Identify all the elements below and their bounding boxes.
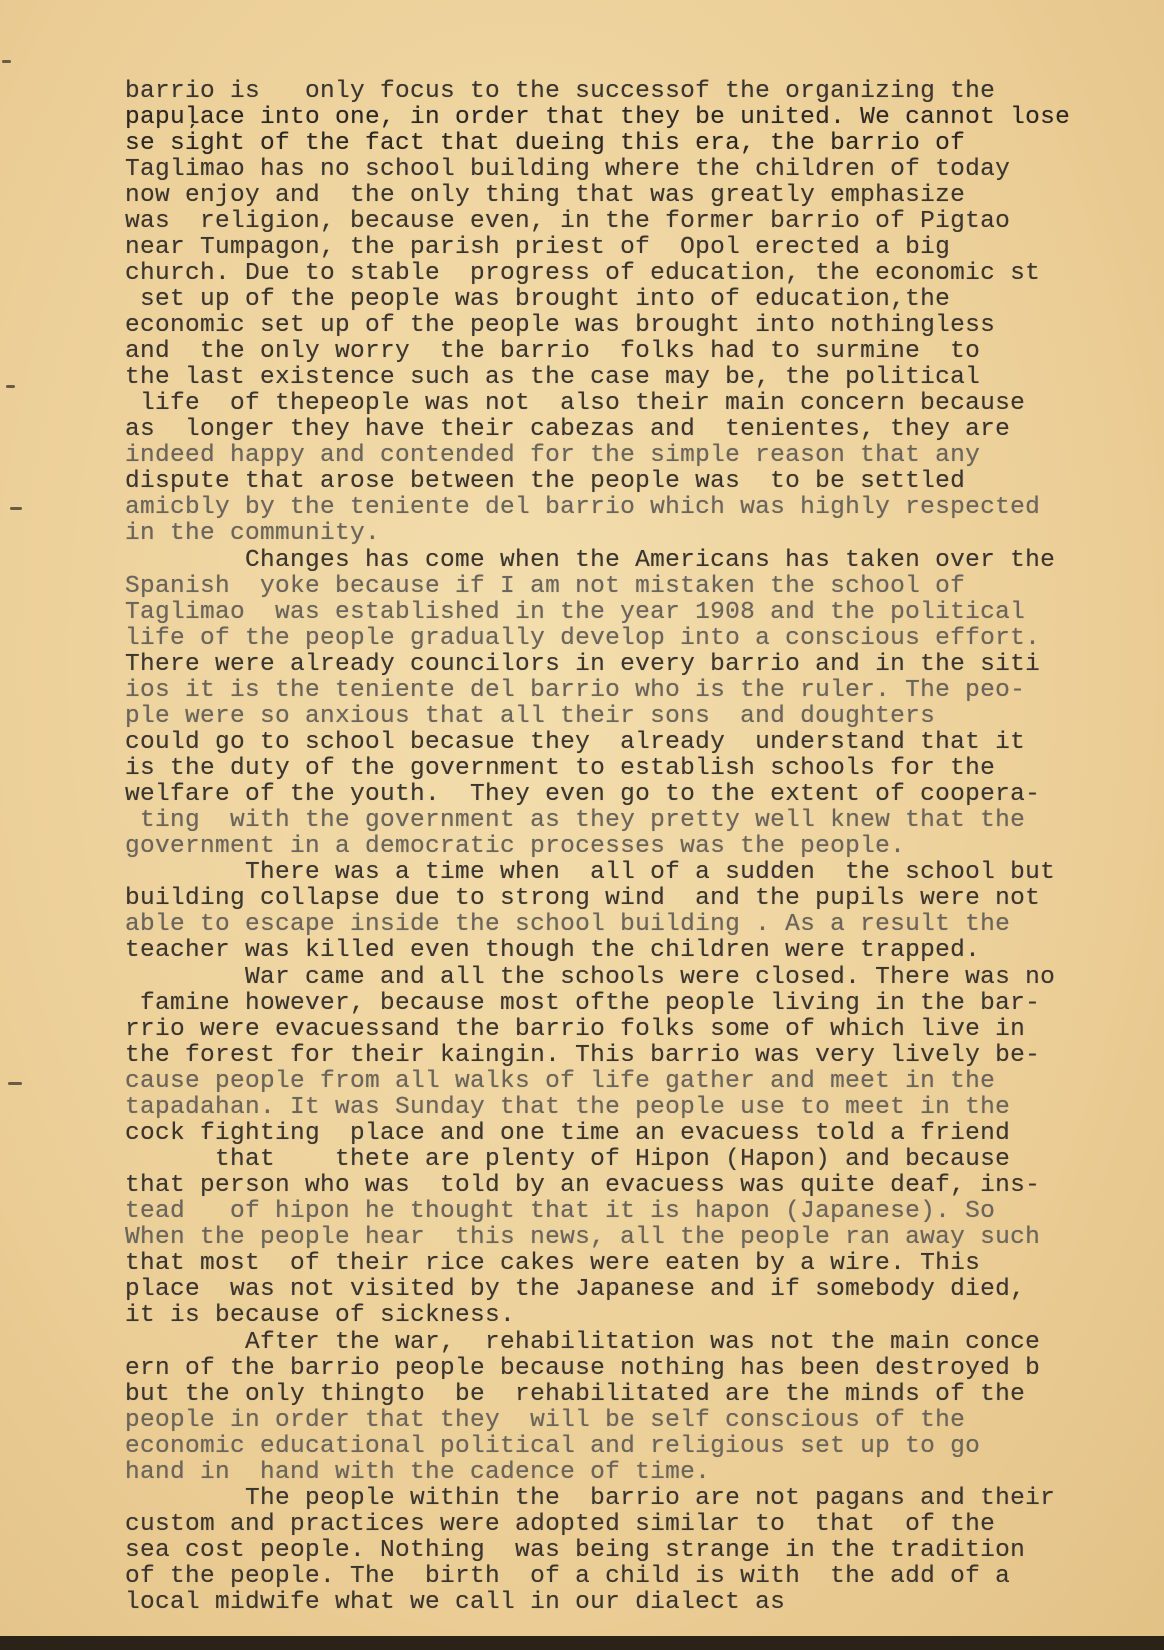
text-line-25: ple were so anxious that all their sons and doughters	[125, 703, 936, 730]
text-line-12: the last existence such as the case may be, the political	[125, 364, 981, 391]
text-line-20: Spanish yoke because if I am not mistaken the school of	[125, 573, 966, 600]
text-line-47: place was not visited by the Japanese and if somebody died,	[125, 1276, 1026, 1303]
text-line-51: but the only thingto be rehabilitated are the minds of the	[125, 1381, 1026, 1408]
text-line-19: Changes has come when the Americans has taken over the	[125, 547, 1056, 574]
text-line-50: ern of the barrio people because nothing has been destroyed b	[125, 1355, 1041, 1382]
text-line-16: dispute that arose between the people was to be settled	[125, 468, 966, 495]
text-line-28: welfare of the youth. They even go to the extent of coopera-	[125, 781, 1041, 808]
text-line-53: economic educational political and religious set up to go	[125, 1433, 981, 1460]
text-line-9: set up of the people was brought into of education,the	[125, 286, 951, 313]
text-line-56: custom and practices were adopted similar to that of the	[125, 1511, 996, 1538]
text-line-10: economic set up of the people was brought into nothingless	[125, 312, 996, 339]
text-line-6: was religion, because even, in the former barrio of Pigtao	[125, 208, 1011, 235]
text-line-18: in the community.	[125, 520, 381, 547]
text-line-29: ting with the government as they pretty well knew that the	[125, 807, 1026, 834]
text-line-7: near Tumpagon, the parish priest of Opol erected a big	[125, 234, 951, 261]
page-edge-mark	[8, 1082, 22, 1085]
text-line-40: tapadahan. It was Sunday that the people use to meet in the	[125, 1094, 1011, 1121]
text-line-41: cock fighting place and one time an evacuess told a friend	[125, 1120, 1011, 1147]
text-line-37: rrio were evacuessand the barrio folks some of which live in	[125, 1016, 1026, 1043]
text-line-49: After the war, rehabilitation was not the main conce	[125, 1329, 1041, 1356]
scan-bottom-edge	[0, 1636, 1164, 1650]
text-line-2: papuļace into one, in order that they be united. We cannot lose	[125, 104, 1071, 131]
text-line-33: able to escape inside the school building . As a result the	[125, 911, 1011, 938]
text-line-17: amicbly by the teniente del barrio which was highly respected	[125, 494, 1041, 521]
text-line-26: could go to school becasue they already understand that it	[125, 729, 1026, 756]
text-line-13: life of thepeople was not also their main concern because	[125, 390, 1026, 417]
text-line-34: teacher was killed even though the children were trapped.	[125, 937, 981, 964]
text-line-22: life of the people gradually develop into a conscious effort.	[125, 625, 1041, 652]
text-line-23: There were already councilors in every barrio and in the siti	[125, 651, 1041, 678]
text-line-58: of the people. The birth of a child is with the add of a	[125, 1563, 1011, 1590]
text-line-21: Taglimao was established in the year 1908 and the political	[125, 599, 1026, 626]
text-line-36: famine however, because most ofthe people living in the bar-	[125, 990, 1041, 1017]
text-line-38: the forest for their kaingin. This barrio was very lively be-	[125, 1042, 1041, 1069]
page-edge-mark	[2, 60, 11, 63]
text-line-31: There was a time when all of a sudden the school but	[125, 859, 1056, 886]
text-line-44: tead of hipon he thought that it is hapon (Japanese). So	[125, 1198, 996, 1225]
text-line-39: cause people from all walks of life gather and meet in the	[125, 1068, 996, 1095]
page-edge-mark	[6, 385, 15, 388]
text-line-15: indeed happy and contended for the simple reason that any	[125, 442, 981, 469]
text-line-59: local midwife what we call in our dialect as	[125, 1589, 786, 1616]
text-line-57: sea cost people. Nothing was being strange in the tradition	[125, 1537, 1026, 1564]
text-line-5: now enjoy and the only thing that was greatly emphasize	[125, 182, 966, 209]
page-edge-mark	[10, 507, 22, 510]
text-line-32: building collapse due to strong wind and the pupils were not	[125, 885, 1041, 912]
text-line-30: government in a democratic processes was the people.	[125, 833, 906, 860]
text-line-14: as longer they have their cabezas and tenientes, they are	[125, 416, 1011, 443]
text-line-55: The people within the barrio are not pagans and their	[125, 1485, 1056, 1512]
text-line-48: it is because of sickness.	[125, 1302, 516, 1329]
text-line-54: hand in hand with the cadence of time.	[125, 1459, 711, 1486]
text-line-3: se sight of the fact that dueing this era, the barrio of	[125, 130, 966, 157]
text-line-4: Taglimao has no school building where the children of today	[125, 156, 1011, 183]
text-line-11: and the only worry the barrio folks had to surmine to	[125, 338, 981, 365]
text-line-8: church. Due to stable progress of education, the economic st	[125, 260, 1041, 287]
text-line-42: that thete are plenty of Hipon (Hapon) and because	[125, 1146, 1011, 1173]
text-line-45: When the people hear this news, all the people ran away such	[125, 1224, 1041, 1251]
text-line-27: is the duty of the government to establish schools for the	[125, 755, 996, 782]
text-line-24: ios it is the teniente del barrio who is the ruler. The peo-	[125, 677, 1026, 704]
text-line-43: that person who was told by an evacuess was quite deaf, ins-	[125, 1172, 1041, 1199]
text-line-35: War came and all the schools were closed. There was no	[125, 964, 1056, 991]
text-line-46: that most of their rice cakes were eaten by a wire. This	[125, 1250, 981, 1277]
text-line-52: people in order that they will be self conscious of the	[125, 1407, 966, 1434]
text-line-1: barrio is only focus to the successof the organizing the	[125, 78, 996, 105]
